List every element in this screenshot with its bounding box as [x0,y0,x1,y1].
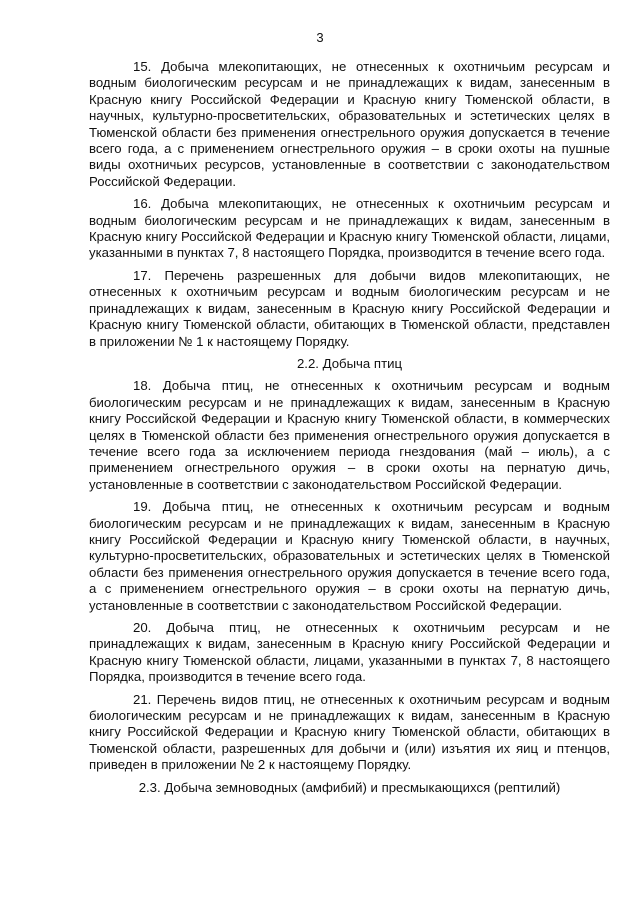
section-heading-2-3: 2.3. Добыча земноводных (амфибий) и пресмыкающихся (рептилий) [138,779,561,795]
page-number: 3 [316,30,324,45]
paragraph-16: 16. Добыча млекопитающих, не отнесенных к охотничьим ресурсам и водным биологическим ресурсам и не принадлежащих к видам, занесенным в Красную книгу Российской Федерации и Красную книгу Тюменской области, лицами, указанными в пунктах 7, 8 настоящего Порядка, производится в течение всего года. [89,196,610,261]
paragraph-18: 18. Добыча птиц, не отнесенных к охотничьим ресурсам и водным биологическим ресурсам и не принадлежащих к видам, занесенным в Красную книгу Российской Федерации и Красную книгу Тюменской области, в коммерческих целях в Тюменской области без применения огнестрельного оружия допускается в течение всего года за исключением периода гнездования (май – июль), а с применением огнестрельного оружия – в сроки охоты на пернатую дичь, установленные в соответствии с законодательством Российской Федерации. [89,378,610,492]
paragraph-15: 15. Добыча млекопитающих, не отнесенных к охотничьим ресурсам и водным биологическим ресурсам и не принадлежащих к видам, занесенным в Красную книгу Российской Федерации и Красную книгу Тюменской области, в научных, культурно-просветительских, образовательных и эстетических целях в Тюменской области без применения огнестрельного оружия допускается в течение всего года, а с применением огнестрельного оружия – в сроки охоты на пушные виды охотничьих ресурсов, установленные в соответствии с законодательством Российской Федерации. [89,59,610,189]
paragraph-20: 20. Добыча птиц, не отнесенных к охотничьим ресурсам и не принадлежащих к видам, занесенным в Красную книгу Российской Федерации и Красную книгу Тюменской области, лицами, указанными в пунктах 7, 8 настоящего Порядка, производится в течение всего года. [89,620,610,685]
paragraph-17: 17. Перечень разрешенных для добычи видов млекопитающих, не отнесенных к охотничьим ресурсам и водным биологическим ресурсам и не принадлежащих к видам, занесенным в Красную книгу Российской Федерации и Красную книгу Тюменской области, обитающих в Тюменской области, представлен в приложении № 1 к настоящему Порядку. [89,267,610,349]
section-heading-2-2: 2.2. Добыча птиц [296,355,403,371]
paragraph-21: 21. Перечень видов птиц, не отнесенных к охотничьим ресурсам и водным биологическим ресурсам и не принадлежащих к видам, занесенным в Красную книгу Российской Федерации и Красную книгу Тюменской области, обитающих в Тюменской области, разрешенных для добычи и (или) изъятия их яиц и птенцов, приведен в приложении № 2 к настоящему Порядку. [89,691,610,773]
document-body [89,59,610,802]
paragraph-19: 19. Добыча птиц, не отнесенных к охотничьим ресурсам и водным биологическим ресурсам и не принадлежащих к видам, занесенным в Красную книгу Российской Федерации и Красную книгу Тюменской области, в научных, культурно-просветительских, образовательных и эстетических целях в Тюменской области без применения огнестрельного оружия допускается в течение всего года, а с применением огнестрельного оружия – в сроки охоты на пернатую дичь, установленные в соответствии с законодательством Российской Федерации. [89,499,610,613]
